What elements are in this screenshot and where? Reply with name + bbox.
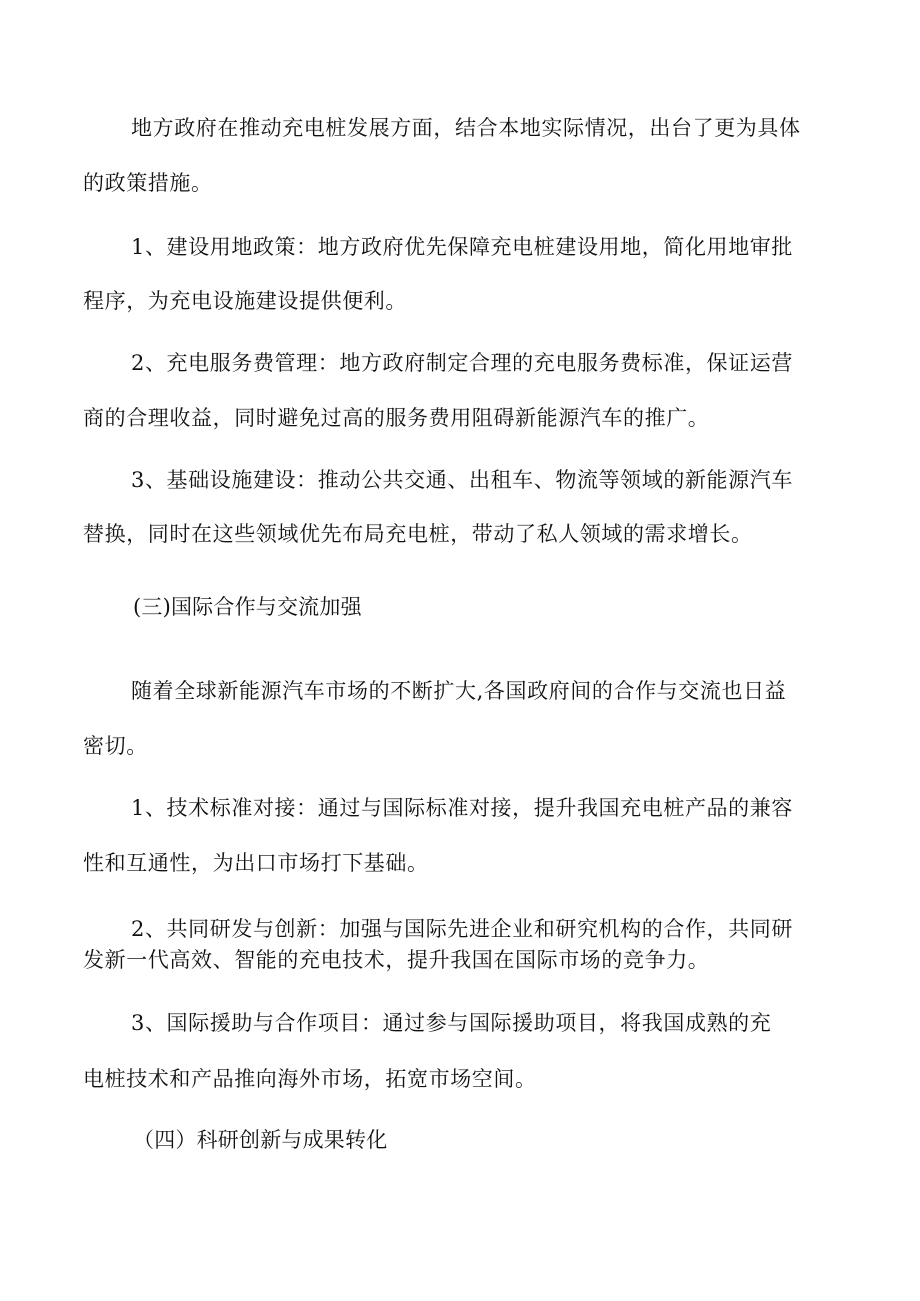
paragraph-4-line-1: 3、基础设施建设：推动公共交通、出租车、物流等领域的新能源汽车 xyxy=(131,468,793,492)
paragraph-8-line-2: 电桩技术和产品推向海外市场，拓宽市场空间。 xyxy=(83,1067,537,1091)
paragraph-6-line-2: 性和互通性，为出口市场打下基础。 xyxy=(83,851,429,875)
paragraph-8-line-1: 3、国际援助与合作项目：通过参与国际援助项目，将我国成熟的充 xyxy=(131,1011,772,1035)
paragraph-2-line-1: 1、建设用地政策：地方政府优先保障充电桩建设用地，简化用地审批 xyxy=(131,235,793,259)
section-heading-3: (三)国际合作与交流加强 xyxy=(133,595,362,619)
paragraph-3-line-1: 2、充电服务费管理：地方政府制定合理的充电服务费标准，保证运营 xyxy=(131,351,793,375)
paragraph-1-line-2: 的政策措施。 xyxy=(83,171,213,195)
paragraph-6-line-1: 1、技术标准对接：通过与国际标准对接，提升我国充电桩产品的兼容 xyxy=(131,796,793,820)
paragraph-7-line-2: 发新一代高效、智能的充电技术，提升我国在国际市场的竞争力。 xyxy=(83,948,710,972)
paragraph-1-line-1: 地方政府在推动充电桩发展方面，结合本地实际情况，出台了更为具体 xyxy=(131,116,801,140)
paragraph-3-line-2: 商的合理收益，同时避免过高的服务费用阻碍新能源汽车的推广。 xyxy=(83,406,710,430)
paragraph-5-line-2: 密切。 xyxy=(83,734,148,758)
section-heading-4: （四）科研创新与成果转化 xyxy=(133,1128,388,1152)
paragraph-4-line-2: 替换，同时在这些领域优先布局充电桩，带动了私人领域的需求增长。 xyxy=(83,522,753,546)
paragraph-5-line-1: 随着全球新能源汽车市场的不断扩大,各国政府间的合作与交流也日益 xyxy=(131,679,787,703)
paragraph-7-line-1: 2、共同研发与创新：加强与国际先进企业和研究机构的合作，共同研 xyxy=(131,917,793,941)
paragraph-2-line-2: 程序，为充电设施建设提供便利。 xyxy=(83,289,407,313)
